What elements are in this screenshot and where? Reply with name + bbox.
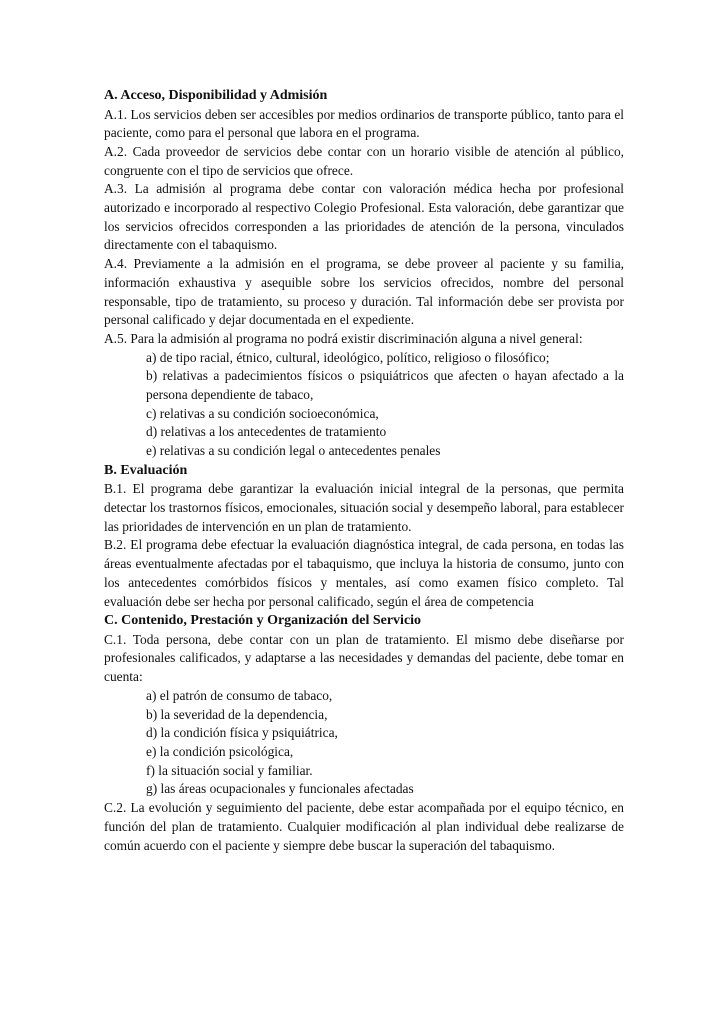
list-item: d) la condición física y psiquiátrica, xyxy=(146,725,338,741)
list-item: c) relativas a su condición socioeconómica, xyxy=(146,405,379,421)
section-a-heading: A. Acceso, Disponibilidad y Admisión xyxy=(104,88,328,103)
section-a xyxy=(104,86,624,461)
discrimination-list xyxy=(104,349,624,461)
list-item: d) relativas a los antecedentes de tratamiento xyxy=(146,424,387,440)
paragraph-a5: A.5. Para la admisión al programa no podrá existir discriminación alguna a nivel general: xyxy=(104,330,583,346)
section-b xyxy=(104,461,624,611)
list-item: g) las áreas ocupacionales y funcionales afectadas xyxy=(146,781,414,797)
paragraph-a2: A.2. Cada proveedor de servicios debe contar con un horario visible de atención al público, congruente con el tipo de servicios que ofrece. xyxy=(104,143,624,178)
document-page xyxy=(104,86,624,855)
section-b-heading: B. Evaluación xyxy=(104,462,188,478)
paragraph-a1: A.1. Los servicios deben ser accesibles por medios ordinarios de transporte público, tanto para el paciente, como para el personal que labora en el programa. xyxy=(104,106,624,141)
paragraph-b2: B.2. El programa debe efectuar la evaluación diagnóstica integral, de cada persona, en todas las áreas eventualmente afectadas por el tabaquismo, que incluya la historia de consumo, junto con los antecedentes comórbidos físicos y mentales, así como examen físico completo. Tal evaluación debe ser hecha por personal calificado, según el área de competencia xyxy=(104,537,624,609)
list-item: b) relativas a padecimientos físicos o psiquiátricos que afecten o hayan afectado a la persona dependiente de tabaco, xyxy=(146,368,624,403)
paragraph-a4: A.4. Previamente a la admisión en el programa, se debe proveer al paciente y su familia, información exhaustiva y asequible sobre los servicios ofrecidos, nombre del personal responsable, tipo de tratamiento, su proceso y duración. Tal información debe ser provista por personal calificado y dejar documentada en el expediente. xyxy=(104,256,624,328)
section-c-heading: C. Contenido, Prestación y Organización del Servicio xyxy=(104,613,422,629)
list-item: a) de tipo racial, étnico, cultural, ideológico, político, religioso o filosófico; xyxy=(146,349,550,365)
section-c xyxy=(104,611,624,855)
list-item: a) el patrón de consumo de tabaco, xyxy=(146,687,333,703)
list-item: e) relativas a su condición legal o antecedentes penales xyxy=(146,443,441,459)
paragraph-b1: B.1. El programa debe garantizar la evaluación inicial integral de la personas, que permita detectar los trastornos físicos, emocionales, situación social y desempeño laboral, para establecer las prioridades de intervención en un plan de tratamiento. xyxy=(104,481,624,534)
paragraph-c1: C.1. Toda persona, debe contar con un plan de tratamiento. El mismo debe diseñarse por profesionales calificados, y adaptarse a las necesidades y demandas del paciente, debe tomar en cuenta: xyxy=(104,631,624,685)
paragraph-a3: A.3. La admisión al programa debe contar con valoración médica hecha por profesional autorizado e incorporado al respectivo Colegio Profesional. Esta valoración, debe garantizar que los servicios ofrecidos corresponden a las prioridades de atención de la persona, vinculados directamente con el tabaquismo. xyxy=(104,181,624,253)
list-item: e) la condición psicológica, xyxy=(146,744,294,759)
list-item: b) la severidad de la dependencia, xyxy=(146,706,328,722)
treatment-factors-list xyxy=(104,687,624,799)
paragraph-c2: C.2. La evolución y seguimiento del paciente, debe estar acompañada por el equipo técnico, en función del plan de tratamiento. Cualquier modificación al plan individual debe realizarse de común acuerdo con el paciente y siempre debe buscar la superación del tabaquismo. xyxy=(104,800,624,853)
list-item: f) la situación social y familiar. xyxy=(146,762,313,778)
